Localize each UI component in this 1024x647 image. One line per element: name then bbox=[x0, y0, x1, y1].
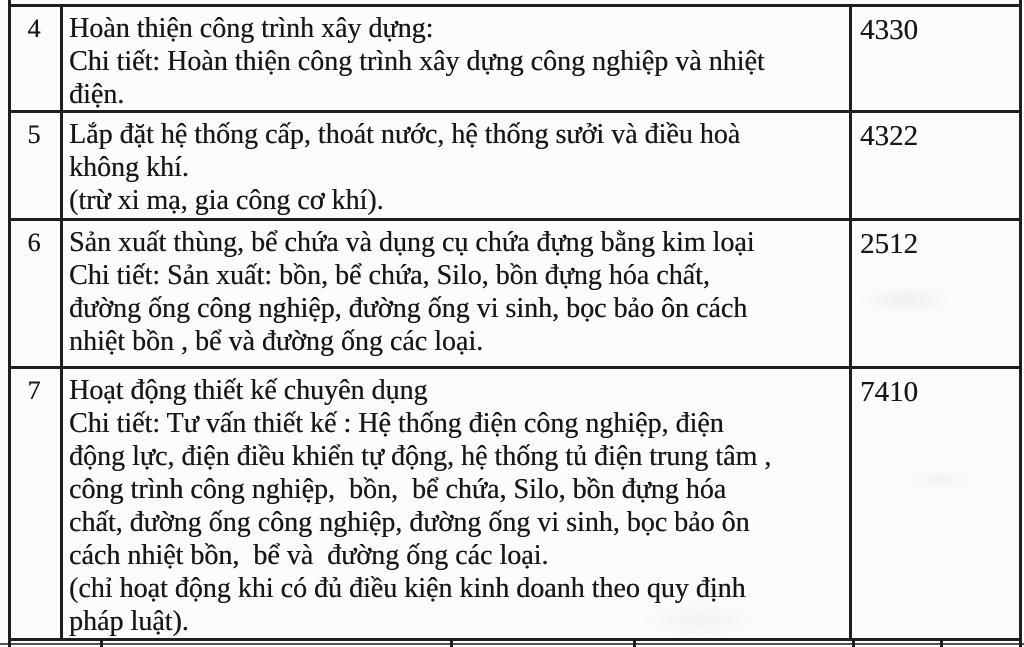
next-row-tick bbox=[940, 640, 943, 647]
row-number-cell: 5 bbox=[8, 113, 63, 218]
table-row bbox=[8, 218, 1022, 366]
description-line: Hoàn thiện công trình xây dựng: bbox=[69, 13, 434, 44]
next-row-tick bbox=[100, 640, 103, 647]
description-line: công trình công nghiệp, bồn, bể chứa, Silo, bồn đựng hóa bbox=[69, 474, 727, 505]
description-line: Sản xuất thùng, bể chứa và dụng cụ chứa đựng bằng kim loại bbox=[69, 227, 755, 258]
description-cell bbox=[63, 221, 852, 366]
row-number-cell: 7 bbox=[8, 369, 63, 638]
industry-code-cell: 2512 bbox=[860, 228, 918, 260]
industry-code-cell: 4322 bbox=[860, 120, 918, 152]
description-line: nhiệt bồn , bể và đường ống các loại. bbox=[69, 326, 484, 357]
next-row-tick bbox=[633, 640, 636, 647]
description-line: pháp luật). bbox=[69, 606, 189, 637]
description-line: cách nhiệt bồn, bể và đường ống các loại. bbox=[69, 540, 549, 571]
description-line: Chi tiết: Hoàn thiện công trình xây dựng công nghiệp và nhiệt bbox=[69, 46, 765, 77]
row-number-cell: 4 bbox=[8, 7, 63, 110]
description-cell bbox=[63, 7, 852, 110]
next-row-tick bbox=[450, 640, 453, 647]
description-line: điện. bbox=[69, 79, 125, 110]
industry-code-cell: 4330 bbox=[860, 14, 918, 46]
description-cell bbox=[63, 369, 852, 638]
description-line: không khí. bbox=[69, 152, 189, 183]
table-row bbox=[8, 4, 1022, 110]
next-row-border-artifact bbox=[0, 643, 1024, 645]
description-line: Chi tiết: Sản xuất: bồn, bể chứa, Silo, bồn đựng hóa chất, bbox=[69, 260, 710, 291]
table-row bbox=[8, 366, 1022, 638]
business-lines-table bbox=[8, 4, 1022, 641]
description-line: chất, đường ống công nghiệp, đường ống vi sinh, bọc bảo ôn bbox=[69, 507, 750, 538]
description-line: (chỉ hoạt động khi có đủ điều kiện kinh doanh theo quy định bbox=[69, 573, 746, 604]
description-line: Lắp đặt hệ thống cấp, thoát nước, hệ thống sưởi và điều hoà bbox=[69, 119, 741, 150]
next-row-tick bbox=[852, 640, 855, 647]
industry-code-cell: 7410 bbox=[860, 376, 918, 408]
description-line: Chi tiết: Tư vấn thiết kế : Hệ thống điện công nghiệp, điện bbox=[69, 408, 724, 439]
row-number-cell: 6 bbox=[8, 221, 63, 366]
table-row bbox=[8, 110, 1022, 218]
description-line: (trừ xi mạ, gia công cơ khí). bbox=[69, 185, 384, 216]
description-line: Hoạt động thiết kế chuyên dụng bbox=[69, 375, 428, 406]
description-line: động lực, điện điều khiển tự động, hệ thống tủ điện trung tâm , bbox=[69, 441, 772, 472]
description-cell bbox=[63, 113, 852, 218]
description-line: đường ống công nghiệp, đường ống vi sinh, bọc bảo ôn cách bbox=[69, 293, 748, 324]
